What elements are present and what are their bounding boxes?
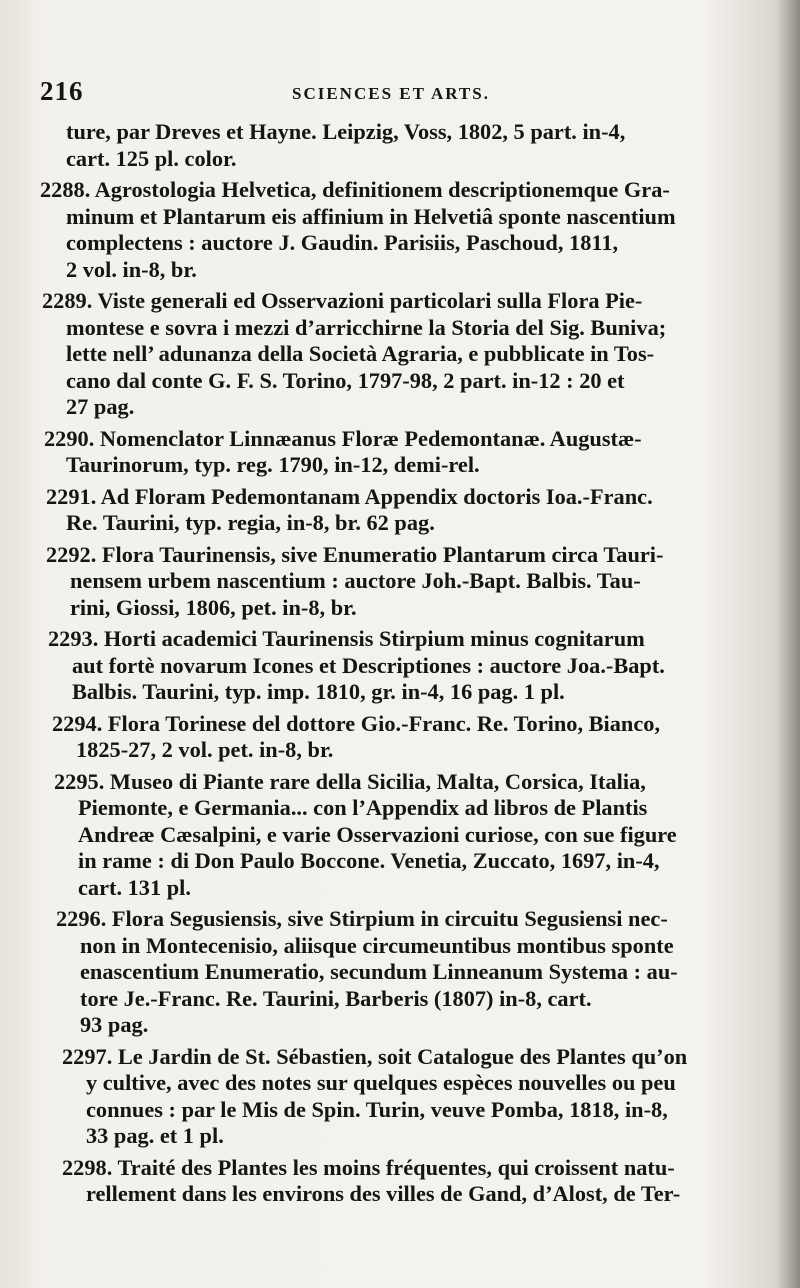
text-line: 2296. Flora Segusiensis, sive Stirpium in circuitu Segusiensi nec- <box>56 906 668 931</box>
text-line: 2295. Museo di Piante rare della Sicilia, Malta, Corsica, Italia, <box>54 768 646 794</box>
text-line: rellement dans les environs des villes de Gand, d’Alost, de Ter- <box>86 1181 681 1206</box>
text-line: lette nell’ adunanza della Società Agraria, e pubblicate in Tos- <box>66 341 655 366</box>
text-line: nensem urbem nascentium : auctore Joh.-Bapt. Balbis. Tau- <box>70 568 641 593</box>
text-line: enascentium Enumeratio, secundum Linneanum Systema : au- <box>80 959 678 984</box>
text-line: cart. 125 pl. color. <box>66 145 237 171</box>
text-line: 1825-27, 2 vol. pet. in-8, br. <box>76 737 334 762</box>
text-line: Andreæ Cæsalpini, e varie Osservazioni curiose, con sue figure <box>78 821 677 847</box>
text-line: rini, Giossi, 1806, pet. in-8, br. <box>70 594 357 620</box>
text-line: 2291. Ad Floram Pedemontanam Appendix doctoris Ioa.-Franc. <box>46 483 653 509</box>
catalogue-entry-2292 <box>0 542 800 622</box>
text-line: in rame : di Don Paulo Boccone. Venetia, Zuccato, 1697, in-4, <box>78 848 660 873</box>
text-line: montese e sovra i mezzi d’arricchirne la Storia del Sig. Buniva; <box>66 314 667 340</box>
catalogue-text <box>0 119 800 1208</box>
text-line: 2288. Agrostologia Helvetica, definitionem descriptionemque Gra- <box>40 177 670 202</box>
text-line: 2293. Horti academici Taurinensis Stirpium minus cognitarum <box>48 626 645 651</box>
text-line: tore Je.-Franc. Re. Taurini, Barberis (1807) in-8, cart. <box>80 985 592 1011</box>
text-line: connues : par le Mis de Spin. Turin, veuve Pomba, 1818, in-8, <box>86 1096 668 1122</box>
text-line: 2292. Flora Taurinensis, sive Enumeratio Plantarum circa Tauri- <box>46 541 664 567</box>
text-line: 2297. Le Jardin de St. Sébastien, soit Catalogue des Plantes qu’on <box>62 1043 688 1069</box>
text-line: Re. Taurini, typ. regia, in-8, br. 62 pag. <box>66 510 435 535</box>
catalogue-entry-2294 <box>0 711 800 764</box>
text-line: 2 vol. in-8, br. <box>66 256 197 282</box>
catalogue-entry-2291 <box>0 484 800 537</box>
catalogue-entry-2293 <box>0 626 800 706</box>
catalogue-entry-2288 <box>0 177 800 283</box>
text-line: 2298. Traité des Plantes les moins fréquentes, qui croissent natu- <box>62 1154 675 1180</box>
page-number: 216 <box>40 76 84 106</box>
running-head: SCIENCES ET ARTS. <box>292 84 490 103</box>
catalogue-entry-2289 <box>0 288 800 421</box>
text-line: 93 pag. <box>80 1012 149 1037</box>
text-line: 2290. Nomenclator Linnæanus Floræ Pedemontanæ. Augustæ- <box>44 425 642 451</box>
catalogue-entry-2297 <box>0 1044 800 1150</box>
catalogue-entry-2290 <box>0 426 800 479</box>
text-line: Taurinorum, typ. reg. 1790, in-12, demi-rel. <box>66 452 480 477</box>
text-line: minum et Plantarum eis affinium in Helvetiâ sponte nascentium <box>66 203 676 229</box>
text-line: Piemonte, e Germania... con l’Appendix ad libros de Plantis <box>78 795 648 820</box>
text-line: 27 pag. <box>66 394 135 419</box>
catalogue-entry-2296 <box>0 906 800 1039</box>
catalogue-entry-continuation <box>0 119 800 172</box>
catalogue-entry-2298 <box>0 1155 800 1208</box>
page-header <box>40 76 760 116</box>
text-line: y cultive, avec des notes sur quelques espèces nouvelles ou peu <box>86 1070 676 1095</box>
text-line: Balbis. Taurini, typ. imp. 1810, gr. in-4, 16 pag. 1 pl. <box>72 679 565 704</box>
text-line: 2294. Flora Torinese del dottore Gio.-Franc. Re. Torino, Bianco, <box>52 710 661 736</box>
text-line: non in Montecenisio, aliisque circumeuntibus montibus sponte <box>80 932 674 958</box>
text-line: complectens : auctore J. Gaudin. Parisiis, Paschoud, 1811, <box>66 230 619 255</box>
text-line: cano dal conte G. F. S. Torino, 1797-98, 2 part. in-12 : 20 et <box>66 367 625 393</box>
text-line: 33 pag. et 1 pl. <box>86 1123 224 1148</box>
text-line: 2289. Viste generali ed Osservazioni particolari sulla Flora Pie- <box>42 288 643 313</box>
catalogue-entry-2295 <box>0 769 800 902</box>
text-line: ture, par Dreves et Hayne. Leipzig, Voss, 1802, 5 part. in-4, <box>66 119 626 144</box>
text-line: aut fortè novarum Icones et Descriptiones : auctore Joa.-Bapt. <box>72 652 665 678</box>
text-line: cart. 131 pl. <box>78 874 191 900</box>
